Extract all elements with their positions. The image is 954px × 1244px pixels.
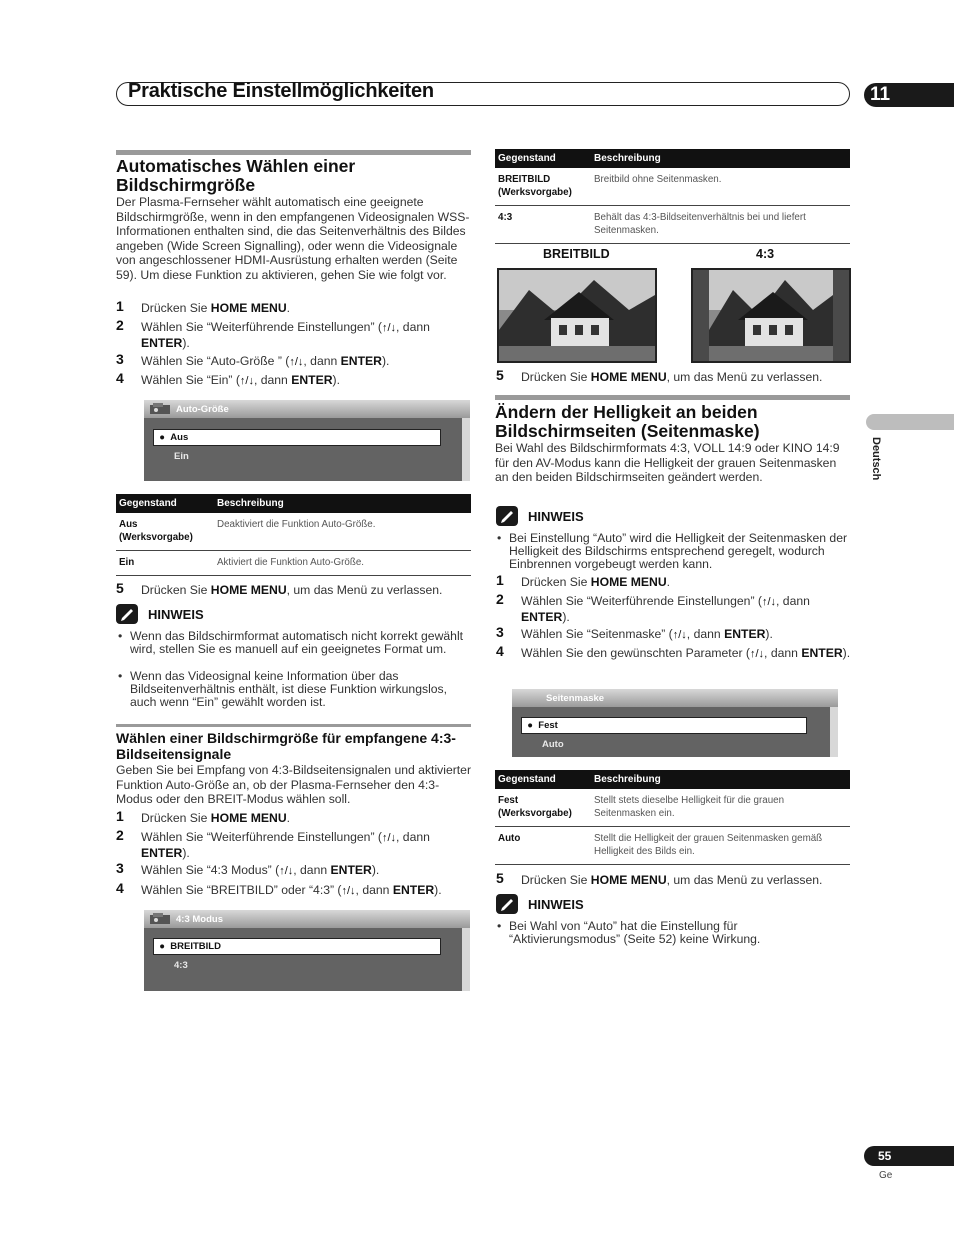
osd-option-selected[interactable]: ● Fest (521, 717, 807, 734)
note-icon (496, 506, 518, 526)
table-row: Aus (Werksvorgabe) Deaktiviert die Funktion Auto-Größe. (116, 513, 471, 551)
table-row: BREITBILD (Werksvorgabe) Breitbild ohne Seitenmasken. (495, 168, 850, 206)
step-item: 3 Wählen Sie “Seitenmaske” (↑/↓, dann ENTER). (496, 624, 773, 641)
table-row: Ein Aktiviert die Funktion Auto-Größe. (116, 551, 471, 576)
note-label: HINWEIS (528, 897, 584, 912)
osd-option-selected[interactable]: ● Aus (153, 429, 441, 446)
step-item: 3 Wählen Sie “Auto-Größe ” (↑/↓, dann ENTER). (116, 351, 390, 368)
note-icon (496, 894, 518, 914)
side-language-label: Deutsch (870, 437, 882, 481)
step-item: 5 Drücken Sie HOME MENU, um das Menü zu verlassen. (496, 367, 823, 384)
note-label: HINWEIS (148, 607, 204, 622)
step-item: 2 Wählen Sie “Weiterführende Einstellungen” (↑/↓, dann ENTER). (496, 591, 810, 624)
table-row: Fest (Werksvorgabe) Stellt stets dieselbe Helligkeit für die grauen Seitenmasken ein. (495, 789, 850, 827)
osd-option[interactable]: 4:3 (174, 960, 188, 971)
step-item: 5 Drücken Sie HOME MENU, um das Menü zu verlassen. (116, 580, 443, 597)
osd-menu-side-mask (512, 689, 838, 757)
section-rule (495, 395, 850, 400)
settings-table: Gegenstand Beschreibung Aus (Werksvorgabe) Deaktiviert die Funktion Auto-Größe. Ein Aktiviert die Funktion Auto-Größe. (116, 494, 471, 576)
osd-menu-43-mode (144, 910, 470, 991)
note-bullet: • Bei Einstellung “Auto” wird die Helligkeit der Seitenmasken der Helligkeit des Bildschirms entsprechend geregelt, wodurch Einbrennen vorgebeugt werden kann. (497, 531, 848, 571)
section-intro: Geben Sie bei Empfang von 4:3-Bildseitensignalen und aktivierter Funktion Auto-Größe an, ob der Plasma-Fernseher den 4:3-Modus oder den BREIT-Modus wählen soll. (116, 763, 472, 807)
osd-title-bar: Auto-Größe (144, 400, 470, 418)
settings-table: Gegenstand Beschreibung BREITBILD (Werksvorgabe) Breitbild ohne Seitenmasken. 4:3 Behält das 4:3-Bildseitenverhältnis bei und liefert Seitenmasken. (495, 149, 850, 244)
side-tab (866, 414, 954, 430)
image-label: 4:3 (756, 247, 775, 261)
section-intro: Bei Wahl des Bildschirmformats 4:3, VOLL 14:9 oder KINO 14:9 für den AV-Modus kann die Helligkeit der grauen Seitenmasken an den beiden Bildschirmseiten geändert werden. (495, 441, 840, 485)
osd-menu-auto-size (144, 400, 470, 481)
table-row: 4:3 Behält das 4:3-Bildseitenverhältnis bei und liefert Seitenmasken. (495, 206, 850, 244)
up-down-arrow-icon: ↑/↓ (289, 356, 304, 368)
section-intro: Der Plasma-Fernseher wählt automatisch eine geeignete Bildschirmgröße, wenn in den empfangenen Videosignalen WSS-Informationen enthalten sind, die das Seitenverhältnis des Bildes angeben (Wide Screen Signalling), oder wenn die Videosignale von angeschlossener HDMI-Ausrüstung erhalten werden (Seite 59). Um diese Funktion zu aktivieren, gehen Sie wie folgt vor. (116, 195, 470, 282)
note-icon (116, 604, 138, 624)
step-item: 1 Drücken Sie HOME MENU. (116, 808, 291, 825)
osd-option[interactable]: Auto (542, 739, 564, 750)
step-item: 1 Drücken Sie HOME MENU. (116, 298, 291, 315)
page-number: 55 (864, 1146, 954, 1166)
step-item: 4 Wählen Sie “Ein” (↑/↓, dann ENTER). (116, 370, 340, 387)
step-item: 4 Wählen Sie den gewünschten Parameter (↑/↓, dann ENTER). (496, 643, 851, 660)
section-rule (116, 150, 471, 155)
image-label: BREITBILD (543, 247, 610, 261)
osd-option-selected[interactable]: ● BREITBILD (153, 938, 441, 955)
note-bullet: • Wenn das Videosignal keine Information über das Bildseitenverhältnis enthält, ist diese Funktion wirkungslos, auch wenn “Ein” gewählt worden ist. (118, 669, 448, 709)
note-label: HINWEIS (528, 509, 584, 524)
section-rule (116, 724, 471, 727)
settings-table: Gegenstand Beschreibung Fest (Werksvorgabe) Stellt stets dieselbe Helligkeit für die grauen Seitenmasken ein. Auto Stellt die Helligkeit der grauen Seitenmasken gemäß Helligkeit des Bilds ein. (495, 770, 850, 865)
table-row: Auto Stellt die Helligkeit der grauen Seitenmasken gemäß Helligkeit des Bilds ein. (495, 827, 850, 865)
up-down-arrow-icon: ↑/↓ (761, 596, 777, 608)
step-item: 3 Wählen Sie “4:3 Modus” (↑/↓, dann ENTER). (116, 860, 380, 877)
up-down-arrow-icon: ↑/↓ (672, 629, 687, 641)
osd-title-bar: Seitenmaske (512, 689, 838, 707)
43-example-image (691, 268, 851, 363)
up-down-arrow-icon: ↑/↓ (381, 322, 397, 334)
menu-icon (148, 912, 172, 926)
section-title-43-mode: Wählen einer Bildschirmgröße für empfangene 4:3-Bildseitensignale (116, 730, 456, 762)
page-language-code: Ge (879, 1170, 893, 1181)
up-down-arrow-icon: ↑/↓ (341, 885, 356, 897)
note-bullet: • Wenn das Bildschirmformat automatisch nicht korrekt gewählt wird, stellen Sie es manuell auf ein geeignetes Format um. (118, 629, 464, 656)
up-down-arrow-icon: ↑/↓ (239, 375, 254, 387)
section-title-auto-size: Automatisches Wählen einer Bildschirmgröße (116, 156, 356, 195)
step-item: 1 Drücken Sie HOME MENU. (496, 572, 671, 589)
chapter-number: 11 (864, 83, 954, 107)
step-item: 4 Wählen Sie “BREITBILD” oder “4:3” (↑/↓, dann ENTER). (116, 880, 442, 897)
menu-icon (148, 402, 172, 416)
section-title-side-mask: Ändern der Helligkeit an beiden Bildschirmseiten (Seitenmaske) (495, 402, 760, 441)
up-down-arrow-icon: ↑/↓ (749, 648, 765, 660)
up-down-arrow-icon: ↑/↓ (279, 865, 294, 877)
osd-title-bar: 4:3 Modus (144, 910, 470, 928)
step-item: 2 Wählen Sie “Weiterführende Einstellungen” (↑/↓, dann ENTER). (116, 317, 430, 350)
osd-option[interactable]: Ein (174, 451, 189, 462)
up-down-arrow-icon: ↑/↓ (381, 832, 397, 844)
page-title: Praktische Einstellmöglichkeiten (128, 80, 434, 102)
breitbild-example-image (497, 268, 657, 363)
step-item: 5 Drücken Sie HOME MENU, um das Menü zu verlassen. (496, 870, 823, 887)
step-item: 2 Wählen Sie “Weiterführende Einstellungen” (↑/↓, dann ENTER). (116, 827, 430, 860)
note-bullet: • Bei Wahl von “Auto” hat die Einstellung für “Aktivierungsmodus” (Seite 52) keine Wirkung. (497, 919, 761, 946)
